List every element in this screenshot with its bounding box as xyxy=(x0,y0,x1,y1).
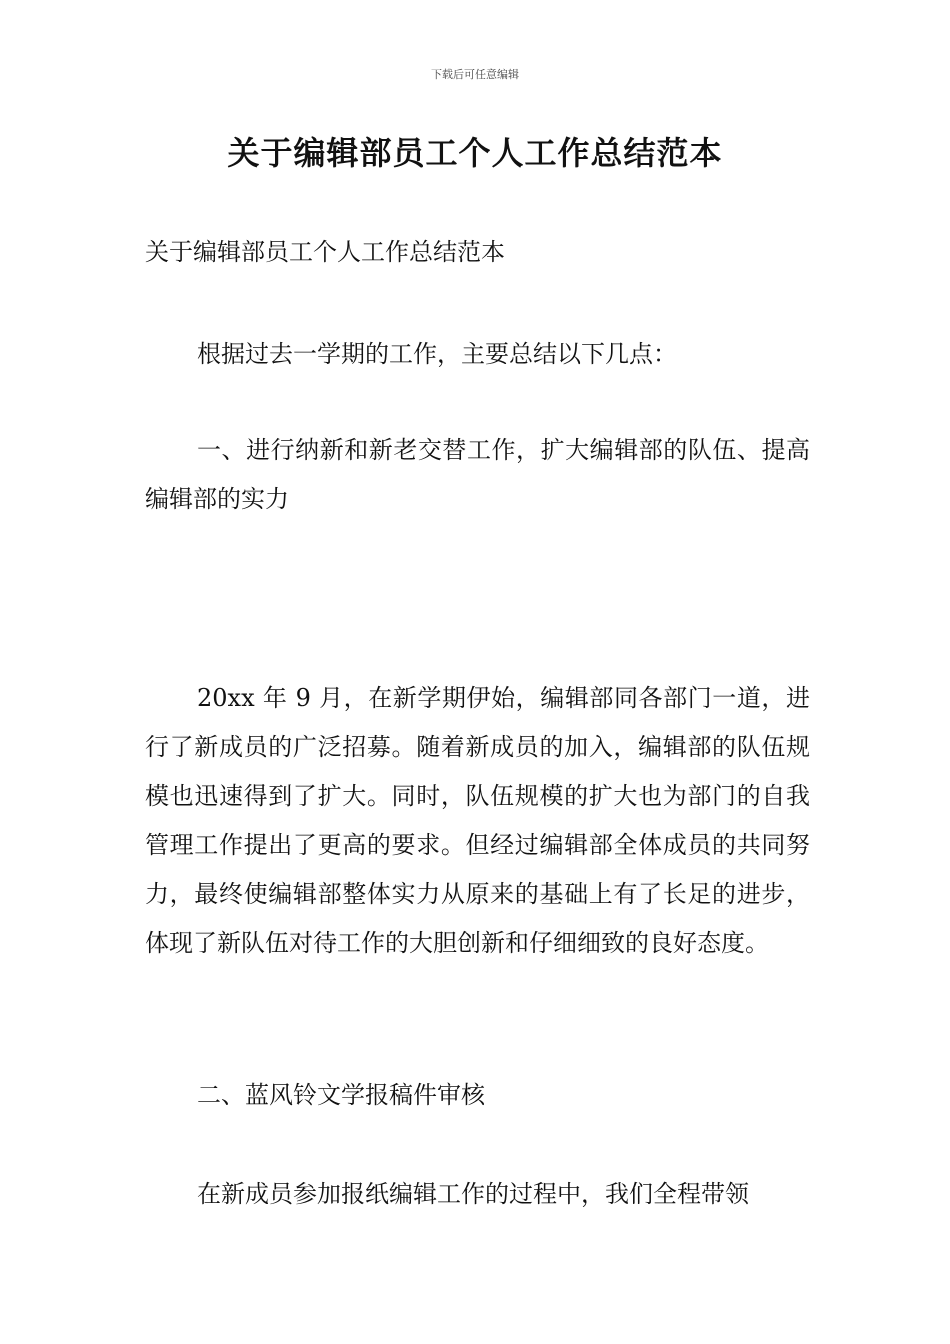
document-subtitle: 关于编辑部员工个人工作总结范本 xyxy=(145,238,505,266)
intro-paragraph: 根据过去一学期的工作，主要总结以下几点： xyxy=(197,340,677,368)
section-2-body: 在新成员参加报纸编辑工作的过程中，我们全程带领 xyxy=(197,1180,749,1208)
section-1-body: 20xx 年 9 月，在新学期伊始，编辑部同各部门一道，进行了新成员的广泛招募。随着新成员的加入，编辑部的队伍规模也迅速得到了扩大。同时，队伍规模的扩大也为部门的自我管理工作提出了更高的要求。但经过编辑部全体成员的共同努力，最终使编辑部整体实力从原来的基础上有了长足的进步，体现了新队伍对待工作的大胆创新和仔细细致的良好态度。 xyxy=(145,684,810,957)
section-1-heading: 一、进行纳新和新老交替工作，扩大编辑部的队伍、提高编辑部的实力 xyxy=(145,436,810,513)
section-2-heading: 二、蓝风铃文学报稿件审核 xyxy=(197,1081,485,1109)
header-note: 下载后可任意编辑 xyxy=(431,68,519,81)
document-title: 关于编辑部员工个人工作总结范本 xyxy=(227,134,723,172)
